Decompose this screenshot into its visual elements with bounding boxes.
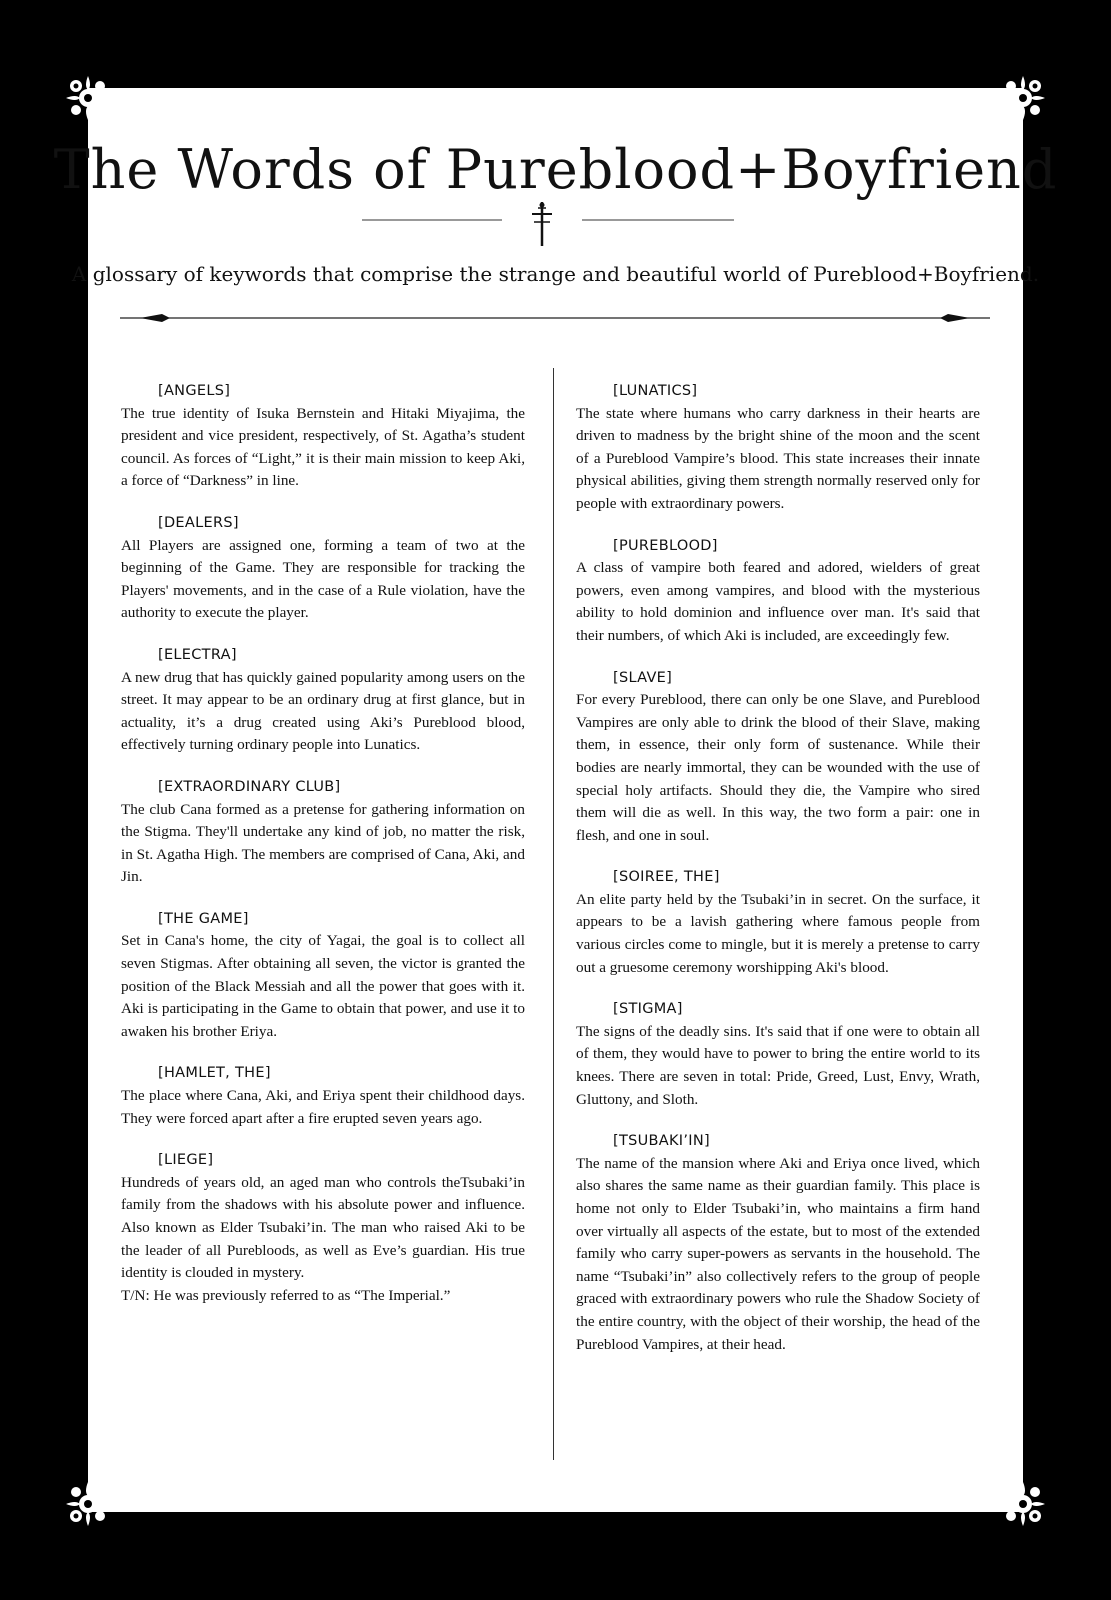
page-title: The Words of Pureblood+Boyfriend: [53, 138, 1058, 201]
glossary-entry: [576, 380, 980, 516]
corner-flourish-icon: [62, 1478, 114, 1530]
glossary-definition: The place where Cana, Aki, and Eriya spent their childhood days. They were forced apart after a fire erupted seven years ago.: [121, 1087, 525, 1127]
glossary-entry: [121, 1149, 525, 1307]
glossary-entry: [576, 535, 980, 648]
glossary-term: [SLAVE]: [613, 669, 673, 686]
corner-flourish-icon: [997, 72, 1049, 124]
glossary-definition: The club Cana formed as a pretense for gathering information on the Stigma. They'll undertake any kind of job, no matter the risk, in St. Agatha High. The members are comprised of Cana, Aki, and Jin.: [121, 800, 525, 886]
glossary-definition: The signs of the deadly sins. It's said that if one were to obtain all of them, they would have to power to bring the entire world to its knees. There are seven in total: Pride, Greed, Lust, Envy, Wrath, Gluttony, and Sloth.: [576, 1022, 980, 1108]
glossary-term: [LUNATICS]: [613, 383, 698, 399]
glossary-term: [HAMLET, THE]: [158, 1065, 271, 1082]
glossary-term: [EXTRAORDINARY CLUB]: [158, 778, 341, 795]
glossary-entry: [576, 998, 980, 1111]
glossary-right-column: [576, 380, 980, 1375]
glossary-entry: [121, 512, 525, 625]
translator-note: T/N: He was previously referred to as “The Imperial.”: [121, 1286, 451, 1304]
glossary-definition: A class of vampire both feared and adored, wielders of great powers, even among vampires, and blood with the mysterious ability to hold dominion and influence over man. It's said that their numbers, of which Aki is included, are exceedingly few.: [576, 559, 980, 644]
glossary-term: [DEALERS]: [158, 514, 239, 531]
glossary-term: [THE GAME]: [158, 910, 249, 927]
glossary-entry: [121, 776, 525, 889]
glossary-term: [PUREBLOOD]: [613, 537, 718, 554]
glossary-definition: Set in Cana's home, the city of Yagai, the goal is to collect all seven Stigmas. After obtaining all seven, the victor is granted the position of the Black Messiah and all the power that goes with it. Aki is participating in the Game to obtain that power, and use it to awaken his brother Eriya.: [121, 932, 525, 1040]
column-divider: [553, 368, 554, 1460]
decorative-rule-icon: [120, 308, 990, 328]
glossary-term: [STIGMA]: [613, 1001, 683, 1018]
glossary-definition: All Players are assigned one, forming a team of two at the beginning of the Game. They are responsible for tracking the Players' movements, and in the case of a Rule violation, have the authority to execute the player.: [121, 536, 525, 622]
glossary-entry: [121, 380, 525, 493]
glossary-definition: The true identity of Isuka Bernstein and Hitaki Miyajima, the president and vice president, respectively, of St. Agatha’s student council. As forces of “Light,” it is their main mission to keep Aki, a force of “Darkness” in line.: [121, 404, 525, 490]
glossary-term: [ANGELS]: [158, 383, 231, 399]
glossary-definition: A new drug that has quickly gained popularity among users on the street. It may appear to be an ordinary drug at first glance, but in actuality, it’s a drug created using Aki’s Pureblood blood, effectively turning ordinary people into Lunatics.: [121, 668, 525, 754]
glossary-term: [SOIREE, THE]: [613, 869, 720, 886]
glossary-entry: [576, 1130, 980, 1356]
glossary-definition: The state where humans who carry darkness in their hearts are driven to madness by the bright shine of the moon and the scent of a Pureblood Vampire’s blood. This state increases their innate physical abilities, giving them strength normally reserved only for people with extraordinary powers.: [576, 404, 980, 512]
glossary-entry: [576, 667, 980, 848]
glossary-definition: An elite party held by the Tsubaki’in in secret. On the surface, it appears to be a lavish gathering where famous people from various circles come to mingle, but it is merely a pretense to carry out a gruesome ceremony worshipping Aki's blood.: [576, 890, 980, 976]
glossary-left-column: [121, 380, 525, 1326]
glossary-entry: [121, 644, 525, 757]
dagger-ornament-icon: [362, 202, 752, 252]
glossary-entry: [576, 866, 980, 979]
corner-flourish-icon: [997, 1478, 1049, 1530]
glossary-entry: [121, 908, 525, 1044]
glossary-definition: The name of the mansion where Aki and Eriya once lived, which also shares the same name as their guardian family. This place is home not only to Elder Tsubaki’in, who maintains a firm hand over virtually all aspects of the estate, but to most of the extended family who carry super-powers as servants in the household. The name “Tsubaki’in” also collectively refers to the group of people graced with extraordinary powers who rule the Shadow Society of the entire country, with the object of their worship, the head of the Pureblood Vampires, at their head.: [576, 1154, 980, 1353]
subtitle: A glossary of keywords that comprise the strange and beautiful world of Pureblood+Boyfriend.: [71, 262, 1040, 286]
glossary-term: [TSUBAKI’IN]: [613, 1133, 710, 1150]
glossary-definition: For every Pureblood, there can only be one Slave, and Pureblood Vampires are only able to drink the blood of their Slave, making them, in essence, their only form of sustenance. While their bodies are nearly immortal, they can be wounded with the use of special holy artifacts. Should they die, the Vampire who sired them will die as well. In this way, the two form a pair: one in flesh, and one in soul.: [576, 691, 980, 844]
glossary-term: [LIEGE]: [158, 1152, 214, 1169]
corner-flourish-icon: [62, 72, 114, 124]
glossary-definition: Hundreds of years old, an aged man who controls theTsubaki’in family from the shadows with his absolute power and influence. Also known as Elder Tsubaki’in. The man who raised Aki to be the leader of all Purebloods, as well as Eve’s guardian. His true identity is clouded in mystery.: [121, 1173, 525, 1282]
glossary-term: [ELECTRA]: [158, 646, 237, 663]
glossary-entry: [121, 1062, 525, 1130]
